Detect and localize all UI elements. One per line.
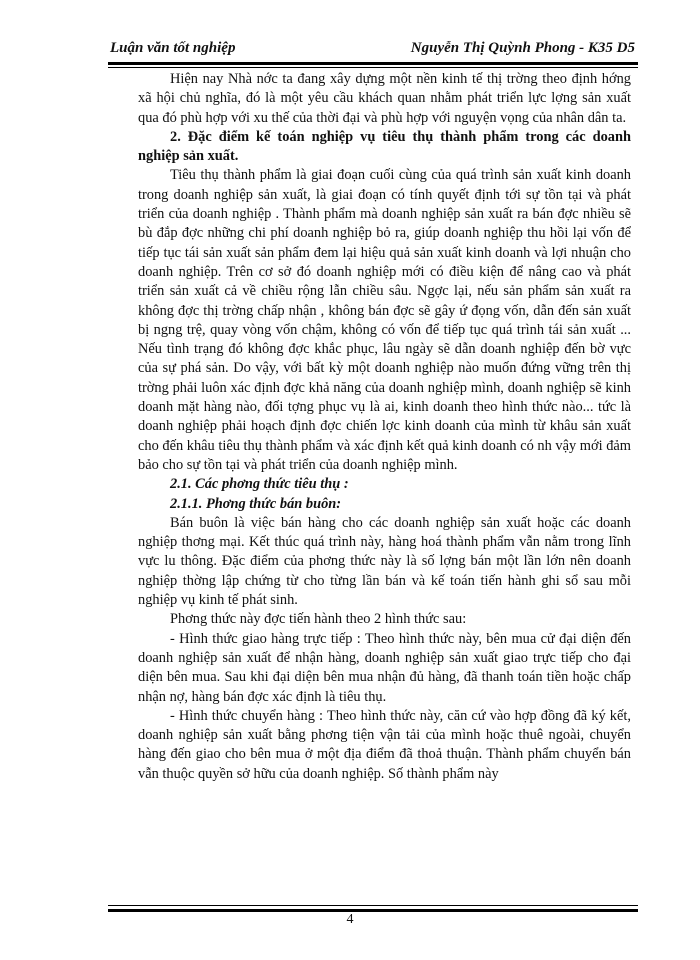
footer-rule-thin	[108, 905, 638, 906]
header-title: Luận văn tốt nghiệp	[110, 40, 236, 56]
paragraph-intro: Hiện nay Nhà nớc ta đang xây dựng một nền kinh tế thị trờng theo định hớng xã hội chủ nghĩa, đó là một yêu cầu khách quan nhằm phát triển lực lợng sản xuất qua đó phù hợp với xu thế của thời đại và phù hợp với nguyện vọng của nhân dân ta.	[138, 71, 631, 126]
section-heading-2-1-1: 2.1.1. Phơng thức bán buôn:	[170, 495, 342, 512]
header-rule-thick	[108, 62, 638, 65]
header-rule-thin	[108, 67, 638, 68]
running-header	[110, 40, 635, 64]
paragraph-consumption: Tiêu thụ thành phẩm là giai đoạn cuối cùng của quá trình sản xuất kinh doanh trong doanh nghiệp sản xuất, là giai đoạn có tính quyết định tới sự tồn tại và phát triển của doanh nghiệp . Thành phẩm mà doanh nghiệp sản xuất ra bán đợc nhiều sẽ bù đắp đợc những chi phí doanh nghiệp bỏ ra, giúp doanh nghiệp thu hồi lại vốn để tiếp tục tái sản xuất sản phẩm đem lại hiệu quả sản xuất kinh doanh và lợi nhuận cho doanh nghiệp. Trên cơ sở đó doanh nghiệp mới có điều kiện để nâng cao và phát triển sản xuất cả về chiều rộng lẫn chiều sâu. Ngợc lại, nếu sản phẩm sản xuất ra không đợc thị trờng chấp nhận , không bán đợc sẽ gây ứ đọng vốn, dẫn đến sản xuất bị ngng trệ, quay vòng vốn chậm, không có vốn để tiếp tục quá trình tái sản xuất ... Nếu tình trạng đó không đợc khắc phục, lâu ngày sẽ dẫn doanh nghiệp đến bờ vực của sự phá sản. Do vậy, với bất kỳ một doanh nghiệp nào muốn đứng vững trên thị trờng phải luôn xác định đợc khả năng của doanh nghiệp mình, doanh nghiệp sẽ kinh doanh mặt hàng nào, đối tợng phục vụ là ai, kinh doanh theo hình thức nào... tức là doanh nghiệp phải hoạch định đợc chiến lợc kinh doanh của mình từ khâu sản xuất cho đến khâu tiêu thụ thành phẩm và xác định kết quả kinh doanh có nh vậy mới đảm bảo cho sự tồn tại và phát triển của doanh nghiệp mình.	[138, 167, 631, 473]
section-heading-2: 2. Đặc điểm kế toán nghiệp vụ tiêu thụ thành phẩm trong các doanh nghiệp sản xuất.	[138, 128, 631, 165]
paragraph-direct-delivery: - Hình thức giao hàng trực tiếp : Theo hình thức này, bên mua cử đại diện đến doanh nghiệp sản xuất để nhận hàng, doanh nghiệp sản xuất giao trực tiếp cho đại diện bên mua. Sau khi đại diện bên mua nhận đủ hàng, đã thanh toán tiền hoặc chấp nhận nợ, hàng bán đợc xác định là tiêu thụ.	[138, 630, 631, 705]
header-author: Nguyễn Thị Quỳnh Phong - K35 D5	[410, 40, 635, 56]
page-number: 4	[346, 912, 354, 927]
paragraph-wholesale: Bán buôn là việc bán hàng cho các doanh nghiệp sản xuất hoặc các doanh nghiệp thơng mại. Kết thúc quá trình này, hàng hoá thành phẩm vẫn nằm trong lĩnh vực lu thông. Đặc điểm của phơng thức này là số lợng bán một lần lớn nên doanh nghiệp thờng lập chứng từ cho từng lần bán và kế toán tiến hành ghi sổ sau mỗi nghiệp vụ kinh tế phát sinh.	[138, 514, 631, 609]
paragraph-shipping: - Hình thức chuyển hàng : Theo hình thức này, căn cứ vào hợp đồng đã ký kết, doanh nghiệp sản xuất bằng phơng tiện vận tải của mình hoặc thuê ngoài, chuyển hàng đến giao cho bên mua ở một địa điểm đã thoả thuận. Thành phẩm chuyển bán vẫn thuộc quyền sở hữu của doanh nghiệp. Số thành phẩm này	[138, 707, 631, 782]
page-body	[138, 70, 631, 784]
paragraph-methods-intro: Phơng thức này đợc tiến hành theo 2 hình thức sau:	[170, 611, 467, 628]
section-heading-2-1: 2.1. Các phơng thức tiêu thụ :	[170, 476, 349, 493]
